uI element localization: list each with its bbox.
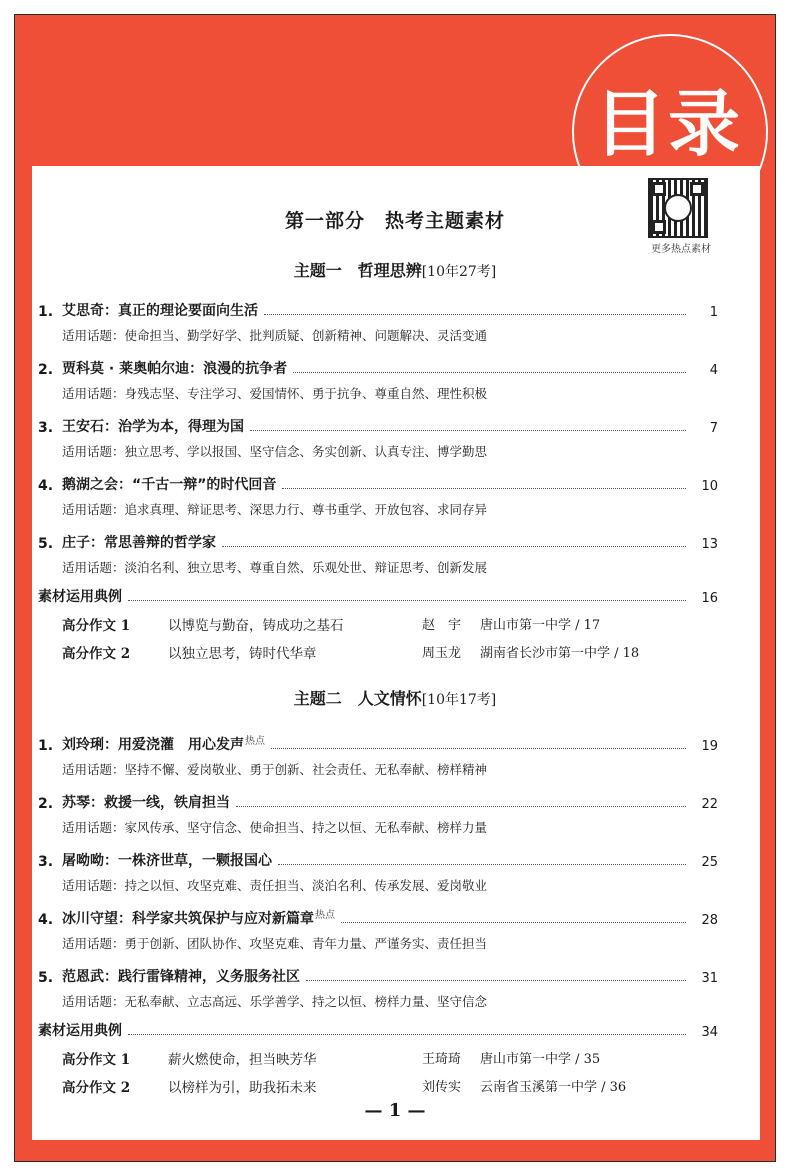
topic-list: 适用话题：淡泊名利、独立思考、尊重自然、乐观处世、辩证思考、创新发展: [62, 560, 488, 575]
essay-author: 刘传实: [422, 1080, 462, 1095]
entry-number: 5.: [38, 536, 54, 552]
entry-title: 冰川守望：科学家共筑保护与应对新篇章: [62, 911, 314, 927]
essay-label: 高分作文 1: [62, 618, 131, 634]
toc-entry[interactable]: [38, 530, 718, 552]
page-number: 4: [709, 363, 718, 378]
essay-school: 唐山市第一中学 / 35: [480, 1052, 601, 1067]
examples-entry[interactable]: [38, 584, 718, 606]
page-title: 目录: [593, 82, 742, 166]
page-number: 7: [709, 421, 718, 436]
entry-number: 2.: [38, 362, 54, 378]
dot-leader: [293, 372, 686, 373]
essay-author: 王琦琦: [422, 1052, 462, 1067]
hot-badge: 热点: [315, 910, 335, 921]
page-number: 19: [701, 739, 718, 754]
page-number: 13: [701, 537, 718, 552]
essay-label: 高分作文 2: [62, 1080, 131, 1096]
entry-title: 范恩武：践行雷锋精神，义务服务社区: [62, 969, 300, 985]
dot-leader: [341, 922, 686, 923]
entry-title: 艾思奇：真正的理论要面向生活: [62, 303, 258, 319]
entry-number: 3.: [38, 420, 54, 436]
topic-list: 适用话题：勇于创新、团队协作、攻坚克难、青年力量、严谨务实、责任担当: [62, 936, 488, 951]
theme-heading-2: [0, 686, 790, 709]
dot-leader: [271, 748, 686, 749]
toc-entry[interactable]: [38, 356, 718, 378]
dot-leader: [128, 600, 686, 601]
page-number: 16: [701, 591, 718, 606]
entry-number: 4.: [38, 478, 54, 494]
essay-school: 云南省玉溪第一中学 / 36: [480, 1080, 627, 1095]
topic-list: 适用话题：持之以恒、攻坚克难、责任担当、淡泊名利、传承发展、爱岗敬业: [62, 878, 488, 893]
exam-count: [10年27考]: [421, 264, 497, 280]
part-title: 第一部分 热考主题素材: [284, 210, 505, 232]
theme-title: 主题一 哲理思辨: [293, 261, 422, 280]
entry-number: 4.: [38, 912, 54, 928]
essay-title: 以榜样为引，助我拓未来: [168, 1080, 317, 1096]
page-number: 28: [701, 913, 718, 928]
dot-leader: [222, 546, 686, 547]
entry-number: 3.: [38, 854, 54, 870]
dot-leader: [282, 488, 686, 489]
entry-title: 苏琴：救援一线，铁肩担当: [62, 795, 230, 811]
dot-leader: [306, 980, 686, 981]
toc-entry[interactable]: [38, 298, 718, 320]
essay-author: 赵 宇: [422, 618, 462, 633]
page-number: 1: [709, 305, 718, 320]
entry-number: 5.: [38, 970, 54, 986]
topic-list: 适用话题：家风传承、坚守信念、使命担当、持之以恒、无私奉献、榜样力量: [62, 820, 488, 835]
essay-entry[interactable]: [62, 642, 722, 664]
dot-leader: [278, 864, 686, 865]
essay-entry[interactable]: [62, 1076, 722, 1098]
dot-leader: [128, 1034, 686, 1035]
toc-entry[interactable]: [38, 848, 718, 870]
essay-label: 高分作文 1: [62, 1052, 131, 1068]
toc-entry[interactable]: [38, 964, 718, 986]
examples-label: 素材运用典例: [38, 589, 122, 605]
entry-title: 贾科莫 · 莱奥帕尔迪：浪漫的抗争者: [62, 361, 288, 377]
topic-list: 适用话题：追求真理、辩证思考、深思力行、尊书重学、开放包容、求同存异: [62, 502, 488, 517]
essay-entry[interactable]: [62, 614, 722, 636]
essay-author: 周玉龙: [422, 646, 462, 661]
entry-number: 1.: [38, 738, 54, 754]
theme-title: 主题二 人文情怀: [293, 689, 422, 708]
page-number: 25: [701, 855, 718, 870]
essay-school: 湖南省长沙市第一中学 / 18: [480, 646, 640, 661]
page-number: — 1 —: [364, 1100, 426, 1121]
toc-entry[interactable]: [38, 414, 718, 436]
essay-title: 以独立思考，铸时代华章: [168, 646, 317, 662]
toc-entry[interactable]: [38, 906, 718, 928]
topic-list: 适用话题：坚持不懈、爱岗敬业、勇于创新、社会责任、无私奉献、榜样精神: [62, 762, 488, 777]
exam-count: [10年17考]: [421, 692, 497, 708]
toc-entry[interactable]: [38, 790, 718, 812]
entry-title: 屠呦呦：一株济世草，一颗报国心: [62, 853, 272, 869]
entry-number: 1.: [38, 304, 54, 320]
essay-title: 薪火燃使命，担当映芳华: [168, 1052, 317, 1068]
topic-list: 适用话题：身残志坚、专注学习、爱国情怀、勇于抗争、尊重自然、理性积极: [62, 386, 488, 401]
page-number: 22: [701, 797, 718, 812]
entry-number: 2.: [38, 796, 54, 812]
hot-badge: 热点: [245, 736, 265, 747]
entry-title: 王安石：治学为本，得理为国: [62, 419, 244, 435]
dot-leader: [264, 314, 686, 315]
dot-leader: [236, 806, 686, 807]
entry-title: 庄子：常思善辩的哲学家: [62, 535, 216, 551]
entry-title: 刘玲琍：用爱浇灌 用心发声: [62, 737, 244, 753]
examples-entry[interactable]: [38, 1018, 718, 1040]
page-number: 34: [701, 1025, 718, 1040]
toc-entry[interactable]: [38, 732, 718, 754]
page-number: 10: [701, 479, 718, 494]
toc-entry[interactable]: [38, 472, 718, 494]
topic-list: 适用话题：使命担当、勤学好学、批判质疑、创新精神、问题解决、灵活变通: [62, 328, 488, 343]
examples-label: 素材运用典例: [38, 1023, 122, 1039]
topic-list: 适用话题：无私奉献、立志高远、乐学善学、持之以恒、榜样力量、坚守信念: [62, 994, 488, 1009]
theme-heading-1: [0, 258, 790, 281]
essay-label: 高分作文 2: [62, 646, 131, 662]
topic-list: 适用话题：独立思考、学以报国、坚守信念、务实创新、认真专注、博学勤思: [62, 444, 488, 459]
essay-title: 以博览与勤奋，铸成功之基石: [168, 618, 344, 634]
entry-title: 鹅湖之会：“千古一辩”的时代回音: [62, 477, 277, 493]
essay-entry[interactable]: [62, 1048, 722, 1070]
page-number: 31: [701, 971, 718, 986]
qr-caption: 更多热点素材: [651, 244, 711, 255]
essay-school: 唐山市第一中学 / 17: [480, 618, 601, 633]
dot-leader: [250, 430, 686, 431]
